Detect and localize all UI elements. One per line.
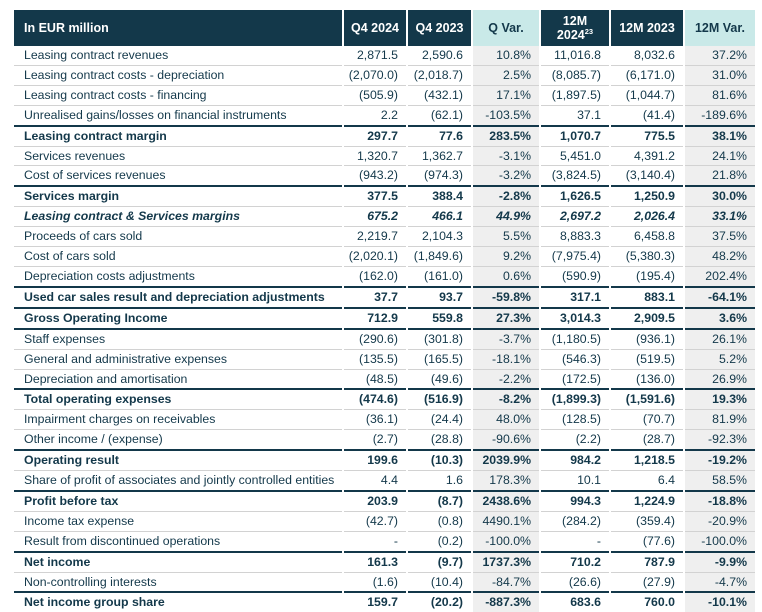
table-row: [14, 125, 755, 146]
value-cell-12m-2024: (546.3): [541, 349, 609, 369]
value-cell-12m-var: -18.8%: [685, 490, 755, 511]
table-row: [14, 369, 755, 389]
column-header-label: In EUR million: [14, 10, 342, 46]
row-label: Leasing contract & Services margins: [14, 206, 342, 226]
value-cell-12m-var: 81.9%: [685, 409, 755, 429]
row-label: Result from discontinued operations: [14, 531, 342, 551]
value-cell-q4-2024: 712.9: [344, 307, 406, 330]
value-cell-q-var: -90.6%: [473, 429, 539, 449]
column-header-q-var: Q Var.: [473, 10, 539, 46]
value-cell-q4-2024: 199.6: [344, 449, 406, 470]
table-row: [14, 388, 755, 409]
value-cell-12m-2023: (3,140.4): [611, 165, 683, 185]
value-cell-12m-2023: (6,171.0): [611, 65, 683, 85]
table-row: [14, 226, 755, 246]
table-row: [14, 531, 755, 551]
column-header-12m-2023: 12M 2023: [611, 10, 683, 46]
value-cell-12m-var: 31.0%: [685, 65, 755, 85]
value-cell-q4-2024: (2,070.0): [344, 65, 406, 85]
row-label: Services margin: [14, 185, 342, 206]
value-cell-12m-2023: (519.5): [611, 349, 683, 369]
value-cell-q4-2023: 2,590.6: [421, 48, 463, 62]
value-cell-q4-2024: (1.6): [344, 572, 406, 592]
row-label: Cost of services revenues: [14, 165, 342, 185]
value-cell-q-var: 178.3%: [473, 470, 539, 490]
row-label: Net income: [14, 551, 342, 572]
value-cell-12m-var: 58.5%: [685, 470, 755, 490]
value-cell-12m-2024: 994.3: [541, 490, 609, 511]
value-cell-12m-var: 37.5%: [685, 226, 755, 246]
value-cell-q-var: 0.6%: [473, 266, 539, 286]
value-cell-12m-2023: 1,218.5: [611, 449, 683, 470]
value-cell-12m-2024: (1,897.5): [541, 85, 609, 105]
value-cell-12m-2023: (5,380.3): [611, 246, 683, 266]
value-cell-q4-2024: 377.5: [344, 185, 406, 206]
table-row: [14, 266, 755, 286]
value-cell-q-var: -103.5%: [473, 105, 539, 125]
value-cell-q4-2024: (505.9): [344, 85, 406, 105]
value-cell-12m-2023: (1,044.7): [611, 85, 683, 105]
value-cell-12m-2024: (172.5): [541, 369, 609, 389]
value-cell-q4-2024: (162.0): [344, 266, 406, 286]
value-cell-12m-2024: (1,899.3): [541, 388, 609, 409]
value-cell-q4-2023: (1,849.6): [408, 246, 471, 266]
row-label: Proceeds of cars sold: [14, 226, 342, 246]
value-cell-12m-2024: (3,824.5): [541, 165, 609, 185]
value-cell-12m-var: 202.4%: [685, 266, 755, 286]
value-cell-12m-2024: 11,016.8: [554, 48, 601, 62]
value-cell-q4-2023: (301.8): [424, 331, 463, 346]
value-cell-12m-var: -4.7%: [685, 572, 755, 592]
row-label: Profit before tax: [14, 490, 342, 511]
table-row: [14, 105, 755, 125]
value-cell-q4-2024: 161.3: [344, 551, 406, 572]
value-cell-q4-2023: (2,018.7): [408, 65, 471, 85]
value-cell-12m-2024: 5,451.0: [541, 146, 609, 166]
value-cell-12m-2024: 683.6: [541, 591, 609, 612]
value-cell-12m-var: 48.2%: [685, 246, 755, 266]
value-cell-q4-2023: (8.7): [408, 490, 471, 511]
row-label: Other income / (expense): [14, 429, 342, 449]
value-cell-q4-2024: (474.6): [344, 388, 406, 409]
value-cell-q4-2023: (20.2): [408, 591, 471, 612]
value-cell-12m-2023: 2,909.5: [611, 307, 683, 330]
value-cell-q4-2024: 37.7: [344, 286, 406, 307]
value-cell-q4-2024: 1,320.7: [344, 146, 406, 166]
value-cell-12m-var: -189.6%: [685, 105, 755, 125]
value-cell-12m-2023: (77.6): [611, 531, 683, 551]
value-cell-q4-2024: (2.7): [344, 429, 406, 449]
value-cell-12m-var: 24.1%: [685, 146, 755, 166]
value-cell-q4-2023: (10.3): [408, 449, 471, 470]
value-cell-q4-2023: 559.8: [408, 307, 471, 330]
value-cell-q-var: 2039.9%: [473, 449, 539, 470]
value-cell-q4-2024: 159.7: [344, 591, 406, 612]
value-cell-q4-2023: 1,362.7: [408, 146, 471, 166]
value-cell-q-var: 1737.3%: [473, 551, 539, 572]
row-label: Leasing contract revenues: [24, 48, 169, 62]
value-cell-12m-2024: 37.1: [541, 105, 609, 125]
value-cell-q-var: 283.5%: [473, 125, 539, 146]
value-cell-q-var: 48.0%: [473, 409, 539, 429]
value-cell-q4-2024: (2,020.1): [344, 246, 406, 266]
value-cell-q4-2024: 203.9: [344, 490, 406, 511]
value-cell-12m-2023: 1,224.9: [611, 490, 683, 511]
value-cell-q4-2023: (165.5): [408, 349, 471, 369]
row-label: Leasing contract costs - depreciation: [14, 65, 342, 85]
value-cell-12m-2024: (590.9): [541, 266, 609, 286]
value-cell-q4-2024: (290.6): [359, 331, 398, 346]
value-cell-q-var: 9.2%: [473, 246, 539, 266]
table-row: [14, 349, 755, 369]
table-row: [14, 429, 755, 449]
value-cell-12m-2024: 1,070.7: [541, 125, 609, 146]
value-cell-q-var: -3.1%: [473, 146, 539, 166]
value-cell-q4-2024: 297.7: [344, 125, 406, 146]
value-cell-12m-2023: 883.1: [611, 286, 683, 307]
value-cell-12m-var: 30.0%: [685, 185, 755, 206]
row-label: Income tax expense: [14, 511, 342, 531]
value-cell-q4-2023: (0.2): [408, 531, 471, 551]
row-label: Non-controlling interests: [14, 572, 342, 592]
value-cell-q4-2023: (10.4): [408, 572, 471, 592]
value-cell-12m-2023: (195.4): [611, 266, 683, 286]
value-cell-q-var: -18.1%: [473, 349, 539, 369]
row-label: Gross Operating Income: [14, 307, 342, 330]
footnote-marker: 23: [584, 26, 594, 36]
row-label: Share of profit of associates and jointly controlled entities: [14, 470, 342, 490]
row-label: Depreciation costs adjustments: [14, 266, 342, 286]
value-cell-q-var: 44.9%: [473, 206, 539, 226]
value-cell-q4-2023: (0.8): [408, 511, 471, 531]
value-cell-q4-2023: (49.6): [408, 369, 471, 389]
table-row: [14, 330, 755, 349]
table-row: [14, 85, 755, 105]
value-cell-12m-2023: 8,032.6: [633, 48, 675, 62]
table-row: [14, 286, 755, 307]
value-cell-12m-2024: (284.2): [541, 511, 609, 531]
value-cell-12m-var: 5.2%: [685, 349, 755, 369]
value-cell-q4-2023: 93.7: [408, 286, 471, 307]
table-row: [14, 46, 755, 65]
value-cell-12m-var: 37.2%: [685, 46, 755, 65]
row-label: Cost of cars sold: [14, 246, 342, 266]
value-cell-q-var: -100.0%: [473, 531, 539, 551]
value-cell-12m-2024: 710.2: [541, 551, 609, 572]
row-label: Net income group share: [14, 591, 342, 612]
value-cell-12m-2023: 6,458.8: [611, 226, 683, 246]
value-cell-q-var: 2.5%: [473, 65, 539, 85]
row-label: Leasing contract costs - financing: [14, 85, 342, 105]
value-cell-12m-2024: (128.5): [541, 409, 609, 429]
value-cell-12m-2024: (26.6): [541, 572, 609, 592]
value-cell-12m-var: 26.1%: [685, 330, 755, 349]
value-cell-q-var: -2.2%: [473, 369, 539, 389]
value-cell-q4-2023: (516.9): [408, 388, 471, 409]
row-label: Depreciation and amortisation: [14, 369, 342, 389]
value-cell-12m-2023: (136.0): [611, 369, 683, 389]
value-cell-q4-2024: 4.4: [344, 470, 406, 490]
table-row: [14, 65, 755, 85]
value-cell-12m-2024: (1,180.5): [551, 331, 601, 346]
value-cell-q-var: -887.3%: [473, 591, 539, 612]
value-cell-q-var: 4490.1%: [473, 511, 539, 531]
row-label: Impairment charges on receivables: [14, 409, 342, 429]
table-row: [14, 591, 755, 612]
value-cell-q-var: -3.7%: [473, 330, 539, 349]
value-cell-q4-2024: (943.2): [344, 165, 406, 185]
table-row: [14, 307, 755, 330]
value-cell-q4-2023: (432.1): [408, 85, 471, 105]
value-cell-q-var: 10.8%: [473, 46, 539, 65]
value-cell-12m-2024: (8,085.7): [541, 65, 609, 85]
value-cell-q4-2023: 466.1: [408, 206, 471, 226]
column-header-12m-var: 12M Var.: [685, 10, 755, 46]
value-cell-12m-var: 33.1%: [685, 206, 755, 226]
table-body: [14, 46, 755, 612]
value-cell-12m-2024: -: [541, 531, 609, 551]
table-row: [14, 146, 755, 166]
row-label: General and administrative expenses: [14, 349, 342, 369]
table-row: [14, 511, 755, 531]
value-cell-12m-2023: (70.7): [611, 409, 683, 429]
value-cell-q4-2023: (9.7): [408, 551, 471, 572]
table-row: [14, 551, 755, 572]
table-row: [14, 490, 755, 511]
value-cell-12m-2024: 2,697.2: [541, 206, 609, 226]
value-cell-q4-2023: (24.4): [408, 409, 471, 429]
column-header-q4-2023: Q4 2023: [408, 10, 471, 46]
value-cell-q4-2024: (36.1): [344, 409, 406, 429]
value-cell-12m-2023: 2,026.4: [611, 206, 683, 226]
table-row: [14, 246, 755, 266]
value-cell-q4-2023: (28.8): [408, 429, 471, 449]
financial-results-table: [12, 10, 757, 612]
row-label: Operating result: [14, 449, 342, 470]
value-cell-12m-2024: 1,626.5: [541, 185, 609, 206]
value-cell-12m-2023: (41.4): [611, 105, 683, 125]
value-cell-12m-var: -9.9%: [685, 551, 755, 572]
value-cell-12m-2024: 984.2: [541, 449, 609, 470]
value-cell-12m-var: 19.3%: [685, 388, 755, 409]
row-label: Services revenues: [14, 146, 342, 166]
value-cell-12m-var: -100.0%: [685, 531, 755, 551]
table-row: [14, 206, 755, 226]
value-cell-q-var: -59.8%: [473, 286, 539, 307]
value-cell-q4-2023: 388.4: [408, 185, 471, 206]
value-cell-q4-2023: (974.3): [408, 165, 471, 185]
value-cell-q-var: -84.7%: [473, 572, 539, 592]
value-cell-q-var: 5.5%: [473, 226, 539, 246]
value-cell-12m-var: 81.6%: [685, 85, 755, 105]
value-cell-12m-2023: 760.0: [611, 591, 683, 612]
value-cell-12m-var: -64.1%: [685, 286, 755, 307]
header-row: [14, 10, 755, 46]
value-cell-12m-var: 38.1%: [685, 125, 755, 146]
value-cell-q-var: 2438.6%: [473, 490, 539, 511]
value-cell-12m-2024: (7,975.4): [541, 246, 609, 266]
value-cell-q4-2024: (48.5): [344, 369, 406, 389]
value-cell-12m-var: -20.9%: [685, 511, 755, 531]
row-label: Unrealised gains/losses on financial instruments: [14, 105, 342, 125]
table-row: [14, 409, 755, 429]
value-cell-12m-2023: 6.4: [611, 470, 683, 490]
value-cell-q4-2024: (42.7): [344, 511, 406, 531]
value-cell-12m-2024: 3,014.3: [541, 307, 609, 330]
value-cell-12m-2023: 775.5: [611, 125, 683, 146]
row-label: Used car sales result and depreciation adjustments: [14, 286, 342, 307]
value-cell-12m-2023: 787.9: [611, 551, 683, 572]
value-cell-q4-2024: -: [344, 531, 406, 551]
value-cell-q-var: -8.2%: [473, 388, 539, 409]
value-cell-12m-var: 26.9%: [685, 369, 755, 389]
value-cell-12m-var: -92.3%: [685, 429, 755, 449]
value-cell-12m-2023: 1,250.9: [611, 185, 683, 206]
value-cell-q4-2024: 2,871.5: [356, 48, 398, 62]
value-cell-12m-var: -19.2%: [685, 449, 755, 470]
table-row: [14, 470, 755, 490]
value-cell-q4-2024: 2.2: [344, 105, 406, 125]
value-cell-q4-2024: 2,219.7: [344, 226, 406, 246]
value-cell-q-var: -2.8%: [473, 185, 539, 206]
table-row: [14, 449, 755, 470]
column-header-q4-2024: Q4 2024: [344, 10, 406, 46]
value-cell-12m-2023: (27.9): [611, 572, 683, 592]
row-label: Leasing contract margin: [14, 125, 342, 146]
value-cell-q4-2023: 77.6: [408, 125, 471, 146]
value-cell-q4-2023: (62.1): [408, 105, 471, 125]
value-cell-12m-2024: (2.2): [541, 429, 609, 449]
table-row: [14, 572, 755, 592]
value-cell-12m-2024: 317.1: [541, 286, 609, 307]
table-row: [14, 165, 755, 185]
value-cell-q-var: 27.3%: [473, 307, 539, 330]
value-cell-12m-2023: (28.7): [611, 429, 683, 449]
value-cell-q4-2023: 2,104.3: [408, 226, 471, 246]
value-cell-12m-var: -10.1%: [685, 591, 755, 612]
value-cell-12m-2023: (359.4): [611, 511, 683, 531]
value-cell-q-var: -3.2%: [473, 165, 539, 185]
value-cell-12m-2023: (1,591.6): [611, 388, 683, 409]
value-cell-q-var: 17.1%: [473, 85, 539, 105]
value-cell-12m-2024: 8,883.3: [541, 226, 609, 246]
value-cell-12m-2023: 4,391.2: [611, 146, 683, 166]
value-cell-q4-2024: (135.5): [344, 349, 406, 369]
value-cell-12m-2024: 10.1: [541, 470, 609, 490]
value-cell-q4-2023: (161.0): [408, 266, 471, 286]
value-cell-12m-var: 3.6%: [685, 307, 755, 330]
value-cell-q4-2023: 1.6: [408, 470, 471, 490]
value-cell-12m-2023: (936.1): [636, 331, 675, 346]
row-label: Total operating expenses: [14, 388, 342, 409]
table-header: [14, 10, 755, 46]
row-label: Staff expenses: [24, 331, 106, 346]
value-cell-q4-2024: 675.2: [344, 206, 406, 226]
value-cell-12m-var: 21.8%: [685, 165, 755, 185]
table-row: [14, 185, 755, 206]
column-header-12m-2024: 12M 2024$^{23}$: [541, 10, 609, 46]
